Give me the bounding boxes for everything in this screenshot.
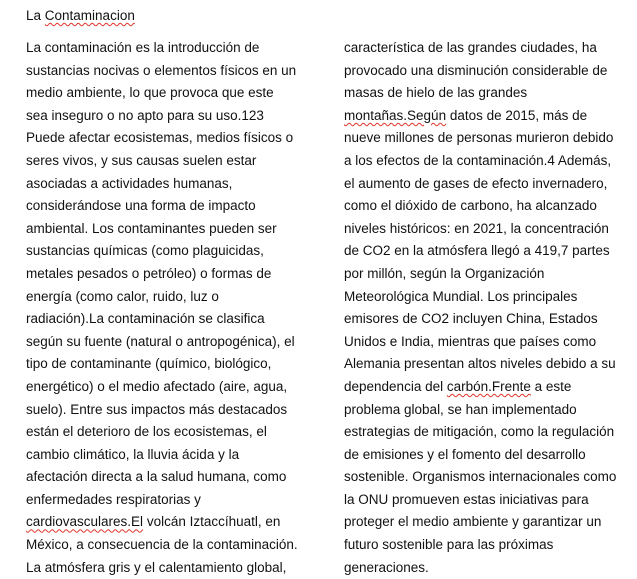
left-column-line: ambiental. Los contaminantes pueden ser: [26, 220, 277, 236]
left-column-line: cardiovasculares.El volcán Iztaccíhuatl, en: [26, 514, 281, 530]
right-column-line: Meteorológica Mundial. Los principales: [344, 288, 578, 304]
left-column[interactable]: [26, 37, 326, 579]
right-column[interactable]: [344, 37, 634, 579]
left-column-line: asociadas a actividades humanas,: [26, 175, 233, 191]
left-column-line: La contaminación es la introducción de: [26, 40, 260, 55]
left-column-line: La atmósfera gris y el calentamiento global,: [26, 559, 287, 575]
left-column-line: sustancias químicas (como plaguicidas,: [26, 243, 264, 259]
right-column-line: montañas.Según datos de 2015, más de: [344, 107, 588, 123]
left-column-line: Puede afectar ecosistemas, medios físicos o: [26, 130, 294, 146]
right-column-line: la ONU promueven estas iniciativas para: [344, 491, 589, 507]
right-column-line: niveles históricos: en 2021, la concentración: [344, 220, 609, 236]
spellcheck-flag[interactable]: Contaminacion: [44, 8, 135, 23]
left-column-line: tipo de contaminante (químico, biológico,: [26, 356, 272, 372]
left-column-line: según su fuente (natural o antropogénica), el: [26, 333, 295, 349]
right-column-line: futuro sostenible para las próximas: [344, 537, 554, 553]
right-column-line: por millón, según la Organización: [344, 265, 545, 281]
right-column-line: de CO2 en la atmósfera llegó a 419,7 partes: [344, 243, 610, 259]
left-column-line: México, a consecuencia de la contaminación.: [26, 537, 298, 553]
left-column-line: considerándose una forma de impacto: [26, 198, 256, 214]
left-column-line: energía (como calor, ruido, luz o: [26, 288, 219, 304]
left-column-line: sea inseguro o no apto para su uso.123: [26, 107, 264, 123]
left-column-line: energético) o el medio afectado (aire, agua,: [26, 378, 288, 394]
left-column-line: seres vivos, y sus causas suelen estar: [26, 152, 257, 168]
right-column-line: Unidos e India, mientras que países como: [344, 333, 597, 349]
left-column-line: afectación directa a la salud humana, como: [26, 469, 287, 485]
left-column-line: radiación).La contaminación se clasifica: [26, 311, 265, 327]
right-column-line: Alemania presentan altos niveles debido a su: [344, 356, 616, 372]
document-title[interactable]: La Contaminacion: [26, 8, 135, 23]
left-column-line: están el deterioro de los ecosistemas, el: [26, 424, 267, 440]
left-column-line: cambio climático, la lluvia ácida y la: [26, 446, 240, 462]
left-column-line: suelo). Entre sus impactos más destacados: [26, 401, 288, 417]
right-column-line: masas de hielo de las grandes: [344, 85, 528, 101]
right-column-line: estrategias de mitigación, como la regulación: [344, 424, 615, 440]
right-column-line: provocado una disminución considerable de: [344, 62, 608, 78]
left-column-line: sustancias nocivas o elementos físicos en un: [26, 62, 297, 78]
right-column-line: proteger el medio ambiente y garantizar un: [344, 514, 602, 530]
right-column-line: emisores de CO2 incluyen China, Estados: [344, 311, 598, 327]
spellcheck-flag[interactable]: carbón.Frente: [446, 378, 531, 394]
right-column-line: como el dióxido de carbono, ha alcanzado: [344, 198, 597, 214]
right-column-line: nueve millones de personas murieron debido: [344, 130, 614, 146]
right-column-line: dependencia del carbón.Frente a este: [344, 378, 572, 394]
right-column-line: problema global, se han implementado: [344, 401, 577, 417]
right-column-line: generaciones.: [344, 559, 429, 575]
right-column-line: sostenible. Organismos internacionales como: [344, 469, 617, 485]
spellcheck-flag[interactable]: cardiovasculares.El: [26, 514, 144, 530]
right-column-line: a los efectos de la contaminación.4 Además,: [344, 152, 612, 168]
left-column-line: medio ambiente, lo que provoca que este: [26, 85, 274, 101]
right-column-line: el aumento de gases de efecto invernadero,: [344, 175, 608, 191]
right-column-line: de emisiones y el fomento del desarrollo: [344, 446, 586, 462]
left-column-line: enfermedades respiratorias y: [26, 491, 201, 507]
left-column-line: metales pesados o petróleo) o formas de: [26, 265, 272, 281]
spellcheck-flag[interactable]: montañas.Según: [344, 107, 447, 123]
right-column-line: característica de las grandes ciudades, ha: [344, 40, 597, 55]
